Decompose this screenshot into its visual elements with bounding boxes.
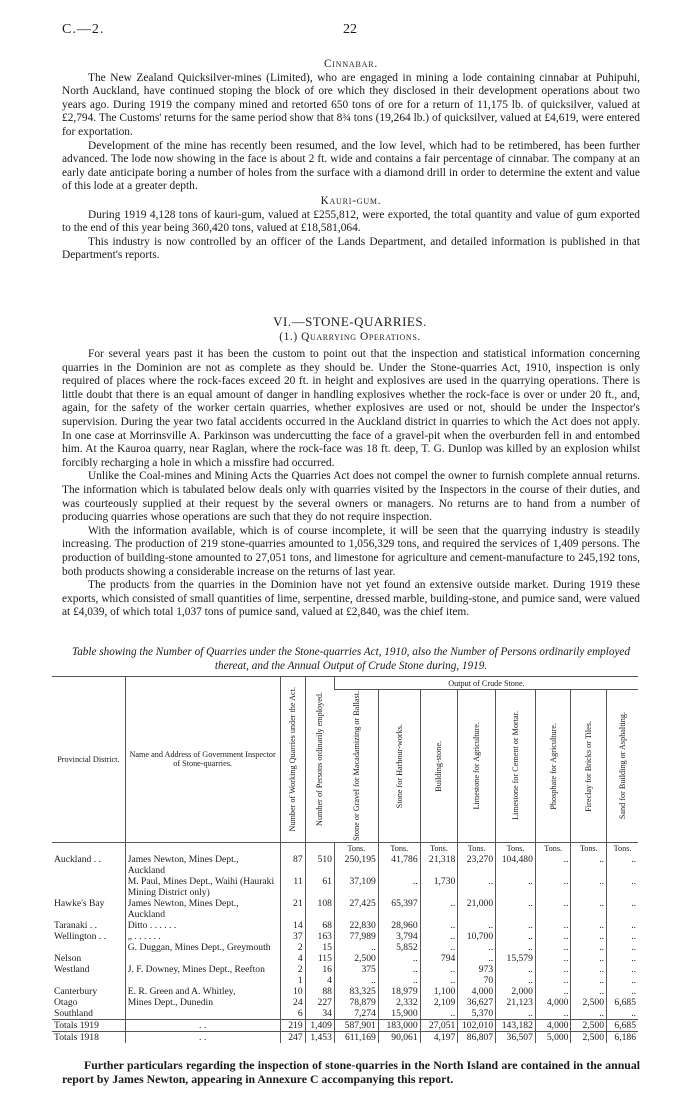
inspector-cell: . . — [125, 1019, 280, 1031]
output-cell: 6,685 — [607, 1019, 638, 1031]
output-cell: 6,685 — [607, 997, 638, 1008]
output-cell: .. — [535, 953, 571, 964]
paragraph: This industry is now controlled by an officer of the Lands Department, and detailed information is published in that Department's reports. — [62, 235, 640, 262]
column-header-phosphate: Phosphate for Agriculture. — [535, 690, 571, 843]
section-heading-kauri-gum: Kauri-gum. — [320, 194, 382, 207]
output-cell: 2,500 — [571, 1031, 607, 1043]
output-cell: 2,332 — [378, 997, 420, 1008]
output-cell: 27,051 — [420, 1019, 458, 1031]
output-cell: .. — [571, 975, 607, 986]
unit-label: Tons. — [420, 842, 458, 854]
persons-cell: 68 — [305, 920, 334, 931]
inspector-cell — [125, 975, 280, 986]
quarries-cell: 21 — [280, 898, 305, 920]
district-cell: Otago — [54, 996, 78, 1008]
district-cell: Canterbury — [54, 985, 98, 997]
output-cell: .. — [496, 920, 536, 931]
output-cell: 5,852 — [378, 942, 420, 953]
paragraph: Unlike the Coal-mines and Mining Acts the Quarries Act does not compel the owner to furnish complete annual returns. The information which is tabulated below deals only with quarries visited by the Inspectors in the course of their duties, and was courteously supplied at their request by the several owners or managers. No returns are to hand from a number of producing quarries whose operations are such that they do not require inspection. — [62, 470, 640, 524]
output-cell: 90,061 — [378, 1031, 420, 1043]
column-header-quarries: Number of Working Quarries under the Act. — [280, 677, 305, 843]
output-cell: 27,425 — [334, 898, 378, 920]
output-cell: 143,182 — [496, 1019, 536, 1031]
output-cell: 83,325 — [334, 986, 378, 997]
table-row — [52, 898, 638, 920]
footer-note — [62, 1058, 640, 1086]
district-cell — [52, 942, 125, 953]
inspector-cell: J. F. Downey, Mines Dept., Reefton — [125, 964, 280, 975]
output-cell: 4,000 — [458, 986, 496, 997]
persons-cell: 510 — [305, 854, 334, 876]
output-cell: 21,318 — [420, 854, 458, 876]
inspector-cell: E. R. Green and A. Whitley, — [125, 986, 280, 997]
output-cell: 23,270 — [458, 854, 496, 876]
unit-label: Tons. — [378, 842, 420, 854]
table-row — [52, 1008, 638, 1020]
output-cell: .. — [607, 942, 638, 953]
persons-cell: 4 — [305, 975, 334, 986]
output-cell: 7,274 — [334, 1008, 378, 1020]
quarries-text — [62, 348, 640, 620]
table-row — [52, 920, 638, 931]
table-row — [52, 975, 638, 986]
output-cell: 104,480 — [496, 854, 536, 876]
quarries-cell: 37 — [280, 931, 305, 942]
output-cell: .. — [458, 876, 496, 898]
persons-cell: 115 — [305, 953, 334, 964]
unit-label: Tons. — [496, 842, 536, 854]
totals-row — [52, 1031, 638, 1043]
output-cell: 250,195 — [334, 854, 378, 876]
output-cell: .. — [571, 920, 607, 931]
output-cell: .. — [571, 942, 607, 953]
output-cell: 15,579 — [496, 953, 536, 964]
output-cell: 21,000 — [458, 898, 496, 920]
inspector-cell: M. Paul, Mines Dept., Waihi (Hauraki Mining District only) — [125, 876, 280, 898]
section-title: VI.—STONE-QUARRIES. — [273, 314, 427, 329]
output-cell: .. — [535, 931, 571, 942]
table-row — [52, 854, 638, 876]
inspector-cell: James Newton, Mines Dept., Auckland — [125, 854, 280, 876]
output-cell: .. — [571, 898, 607, 920]
output-cell: .. — [496, 964, 536, 975]
output-cell: 10,700 — [458, 931, 496, 942]
output-cell: .. — [420, 898, 458, 920]
output-cell: .. — [458, 920, 496, 931]
output-cell: .. — [571, 964, 607, 975]
output-cell: .. — [607, 898, 638, 920]
output-cell: 973 — [458, 964, 496, 975]
inspector-cell — [125, 1008, 280, 1020]
column-group-output: Output of Crude Stone. — [334, 677, 638, 690]
output-cell: .. — [420, 942, 458, 953]
output-cell: 36,627 — [458, 997, 496, 1008]
column-header-fireclay: Fireclay for Bricks or Tiles. — [571, 690, 607, 843]
table-caption: Table showing the Number of Quarries under the Stone-quarries Act, 1910, also the Number of Persons ordinarily employed thereat, and the Annual Output of Crude Stone during, 1919. — [72, 646, 630, 672]
output-cell: 794 — [420, 953, 458, 964]
output-cell: .. — [378, 953, 420, 964]
output-cell: .. — [334, 975, 378, 986]
output-cell: 86,807 — [458, 1031, 496, 1043]
output-cell: 4,000 — [535, 1019, 571, 1031]
output-cell: .. — [571, 1008, 607, 1020]
quarries-cell: 219 — [280, 1019, 305, 1031]
output-cell: 21,123 — [496, 997, 536, 1008]
persons-cell: 61 — [305, 876, 334, 898]
district-cell — [52, 975, 125, 986]
table-row — [52, 986, 638, 997]
output-cell: .. — [420, 964, 458, 975]
output-cell: 587,901 — [334, 1019, 378, 1031]
output-cell: 1,730 — [420, 876, 458, 898]
district-cell: Totals 1918 — [52, 1031, 125, 1043]
quarries-cell: 6 — [280, 1008, 305, 1020]
output-cell: .. — [420, 920, 458, 931]
output-cell: 70 — [458, 975, 496, 986]
unit-label: Tons. — [334, 842, 378, 854]
output-cell: 375 — [334, 964, 378, 975]
quarries-cell: 14 — [280, 920, 305, 931]
quarries-cell: 247 — [280, 1031, 305, 1043]
persons-cell: 163 — [305, 931, 334, 942]
output-cell: .. — [458, 942, 496, 953]
output-cell: 5,370 — [458, 1008, 496, 1020]
paragraph: During 1919 4,128 tons of kauri-gum, valued at £255,812, were exported, the total quantity and value of gum exported to the end of this year being 360,420 tons, valued at £18,581,064. — [62, 208, 640, 235]
district-cell: Wellington . . — [54, 930, 106, 942]
district-cell: Totals 1919 — [52, 1019, 125, 1031]
unit-label: Tons. — [535, 842, 571, 854]
paragraph: With the information available, which is of course incomplete, it will be seen that the quarrying industry is steadily increasing. The production of 219 stone-quarries amounted to 1,056,329 tons, and required the services of 1,409 persons. The production of building-stone amounted to 27,051 tons, and limestone for agriculture and cement-manufacture to 245,192 tons, both products showing a considerable increase on the returns of last year. — [62, 524, 640, 578]
district-cell: Hawke's Bay — [54, 897, 105, 909]
output-cell: .. — [607, 964, 638, 975]
district-cell: Nelson — [54, 952, 82, 964]
section-subtitle: (1.) Quarrying Operations. — [279, 331, 421, 343]
output-cell: .. — [535, 898, 571, 920]
column-header-harbour: Stone for Harbour-works. — [378, 690, 420, 843]
inspector-cell — [125, 953, 280, 964]
output-cell: 36,507 — [496, 1031, 536, 1043]
unit-label: Tons. — [607, 842, 638, 854]
output-cell: 102,010 — [458, 1019, 496, 1031]
output-cell: .. — [571, 876, 607, 898]
output-cell: 28,960 — [378, 920, 420, 931]
output-cell: 3,794 — [378, 931, 420, 942]
unit-label: Tons. — [458, 842, 496, 854]
output-cell: 4,000 — [535, 997, 571, 1008]
inspector-cell: . . — [125, 1031, 280, 1043]
output-cell: .. — [535, 876, 571, 898]
output-cell: .. — [334, 942, 378, 953]
column-header-limestone-agriculture: Limestone for Agriculture. — [458, 690, 496, 843]
output-cell: .. — [496, 942, 536, 953]
column-header-district: Provincial District. — [52, 677, 125, 843]
column-header-building-stone: Building-stone. — [420, 690, 458, 843]
column-header-inspector: Name and Address of Government Inspector of Stone-quarries. — [125, 677, 280, 843]
output-cell: .. — [607, 920, 638, 931]
output-cell: 18,979 — [378, 986, 420, 997]
output-cell: .. — [535, 920, 571, 931]
page-number: 22 — [343, 22, 357, 37]
persons-cell: 16 — [305, 964, 334, 975]
output-cell: .. — [496, 898, 536, 920]
totals-row — [52, 1019, 638, 1031]
output-cell: .. — [535, 964, 571, 975]
table-row — [52, 942, 638, 953]
persons-cell: 88 — [305, 986, 334, 997]
quarries-table — [52, 676, 638, 1043]
output-cell: 15,900 — [378, 1008, 420, 1020]
output-cell: 65,397 — [378, 898, 420, 920]
output-cell: .. — [571, 854, 607, 876]
output-cell: .. — [496, 975, 536, 986]
column-header-sand: Sand for Building or Asphalting. — [607, 690, 638, 843]
output-cell: 77,989 — [334, 931, 378, 942]
table-row — [52, 876, 638, 898]
output-cell: .. — [535, 1008, 571, 1020]
inspector-cell: „ . . . . . . — [125, 931, 280, 942]
district-cell: Taranaki . . — [54, 919, 98, 931]
persons-cell: 108 — [305, 898, 334, 920]
inspector-cell: Mines Dept., Dunedin — [125, 997, 280, 1008]
table-row — [52, 997, 638, 1008]
output-cell: 41,786 — [378, 854, 420, 876]
district-cell: Auckland . . — [54, 853, 101, 865]
output-cell: 1,100 — [420, 986, 458, 997]
output-cell: .. — [607, 931, 638, 942]
section-heading-cinnabar: Cinnabar. — [324, 58, 378, 70]
column-header-persons: Number of Persons ordinarily employed. — [305, 677, 334, 843]
persons-cell: 34 — [305, 1008, 334, 1020]
output-cell: .. — [420, 1008, 458, 1020]
output-cell: .. — [496, 931, 536, 942]
output-cell: .. — [420, 975, 458, 986]
table-row — [52, 964, 638, 975]
output-cell: 5,000 — [535, 1031, 571, 1043]
quarries-cell: 87 — [280, 854, 305, 876]
output-cell: .. — [458, 953, 496, 964]
cinnabar-section — [62, 58, 640, 263]
output-cell: .. — [571, 931, 607, 942]
paragraph: For several years past it has been the custom to point out that the inspection and statistical information concerning quarries in the Dominion are not as complete as they should be. Under the Stone-quarries Act, 1910, inspection is only required of places where the rock-faces exceed 20 ft. in height and explosives are used in the quarrying operations. There is little doubt that there is an equal amount of danger in handling explosives whether the rock-face is over or under 20 ft., and, again, for the safety of the worker certain quarries, whether explosives are used or not, should be under the Inspector's supervision. During the year two fatal accidents occurred in the Auckland district in quarries to which the Act does not apply. In one case at Morrinsville A. Parkinson was undercutting the face of a gravel-pit when the overburden fell in and entombed him. At the Kauroa quarry, near Raglan, where the rock-face was 18 ft. deep, T. G. Dunlop was killed by an explosion whilst forcibly recharging a hole in which a missfire had occurred. — [62, 348, 640, 469]
district-cell — [52, 876, 125, 898]
output-cell: 4,197 — [420, 1031, 458, 1043]
persons-cell: 1,453 — [305, 1031, 334, 1043]
inspector-cell: Ditto . . . . . . — [125, 920, 280, 931]
quarries-cell: 2 — [280, 942, 305, 953]
output-cell: .. — [607, 953, 638, 964]
output-cell: 611,169 — [334, 1031, 378, 1043]
output-cell: .. — [607, 986, 638, 997]
table-row — [52, 953, 638, 964]
table-row — [52, 931, 638, 942]
persons-cell: 227 — [305, 997, 334, 1008]
output-cell: .. — [535, 975, 571, 986]
output-cell: .. — [420, 931, 458, 942]
inspector-cell: G. Duggan, Mines Dept., Greymouth — [125, 942, 280, 953]
quarries-cell: 2 — [280, 964, 305, 975]
quarries-cell: 24 — [280, 997, 305, 1008]
output-cell: .. — [607, 975, 638, 986]
paragraph: The products from the quarries in the Dominion have not yet found an extensive outside market. During 1919 these exports, which consisted of small quantities of lime, serpentine, dressed marble, building-stone, and pumice sand, were valued at £4,039, of which total 1,037 tons of pumice sand, valued at £2,840, was the chief item. — [62, 579, 640, 619]
output-cell: .. — [607, 1008, 638, 1020]
output-cell: .. — [535, 986, 571, 997]
output-cell: 2,000 — [496, 986, 536, 997]
paragraph: Further particulars regarding the inspection of stone-quarries in the North Island are contained in the annual report by James Newton, appearing in Annexure C accompanying this report. — [62, 1058, 640, 1086]
output-cell: .. — [378, 975, 420, 986]
district-cell: Westland — [54, 963, 90, 975]
quarries-cell: 11 — [280, 876, 305, 898]
units-row — [52, 842, 638, 854]
column-header-limestone-cement: Limestone for Cement or Mortar. — [496, 690, 536, 843]
output-cell: .. — [535, 854, 571, 876]
unit-label: Tons. — [571, 842, 607, 854]
output-cell: 37,109 — [334, 876, 378, 898]
quarries-cell: 4 — [280, 953, 305, 964]
persons-cell: 1,409 — [305, 1019, 334, 1031]
quarries-cell: 10 — [280, 986, 305, 997]
output-cell: .. — [378, 876, 420, 898]
output-cell: 6,186 — [607, 1031, 638, 1043]
output-cell: .. — [607, 854, 638, 876]
output-cell: .. — [496, 876, 536, 898]
output-cell: 2,500 — [334, 953, 378, 964]
output-cell: 2,500 — [571, 997, 607, 1008]
output-cell: 22,830 — [334, 920, 378, 931]
output-cell: .. — [378, 964, 420, 975]
quarries-cell: 1 — [280, 975, 305, 986]
output-cell: .. — [535, 942, 571, 953]
output-cell: 183,000 — [378, 1019, 420, 1031]
district-cell: Southland — [54, 1007, 93, 1019]
column-header-macadam: Stone or Gravel for Macadamizing or Ballast. — [334, 690, 378, 843]
persons-cell: 15 — [305, 942, 334, 953]
page-header-reference: C.—2. — [62, 22, 105, 37]
paragraph: Development of the mine has recently been resumed, and the low level, which had to be retimbered, has been further advanced. The lode now showing in the face is about 2 ft. wide and contains a fair percentage of cinnabar. The company at an early date anticipate boring a number of holes from the surface with a diamond drill in order to determine the extent and value of this lode at a greater depth. — [62, 139, 640, 193]
output-cell: 78,879 — [334, 997, 378, 1008]
output-cell: 2,109 — [420, 997, 458, 1008]
output-cell: .. — [607, 876, 638, 898]
output-cell: 2,500 — [571, 1019, 607, 1031]
output-cell: .. — [496, 1008, 536, 1020]
paragraph: The New Zealand Quicksilver-mines (Limited), who are engaged in mining a lode containing cinnabar at Puhipuhi, North Auckland, have continued stoping the block of ore which they disclosed in their development operations about two years ago. During 1919 the company mined and retorted 650 tons of ore for a return of 11,175 lb. of quicksilver, valued at £2,794. The Customs' returns for the same period show that 8¾ tons (19,264 lb.) of quicksilver, valued at £4,619, were entered for exportation. — [62, 71, 640, 138]
inspector-cell: James Newton, Mines Dept., Auckland — [125, 898, 280, 920]
output-cell: .. — [571, 953, 607, 964]
output-cell: .. — [571, 986, 607, 997]
